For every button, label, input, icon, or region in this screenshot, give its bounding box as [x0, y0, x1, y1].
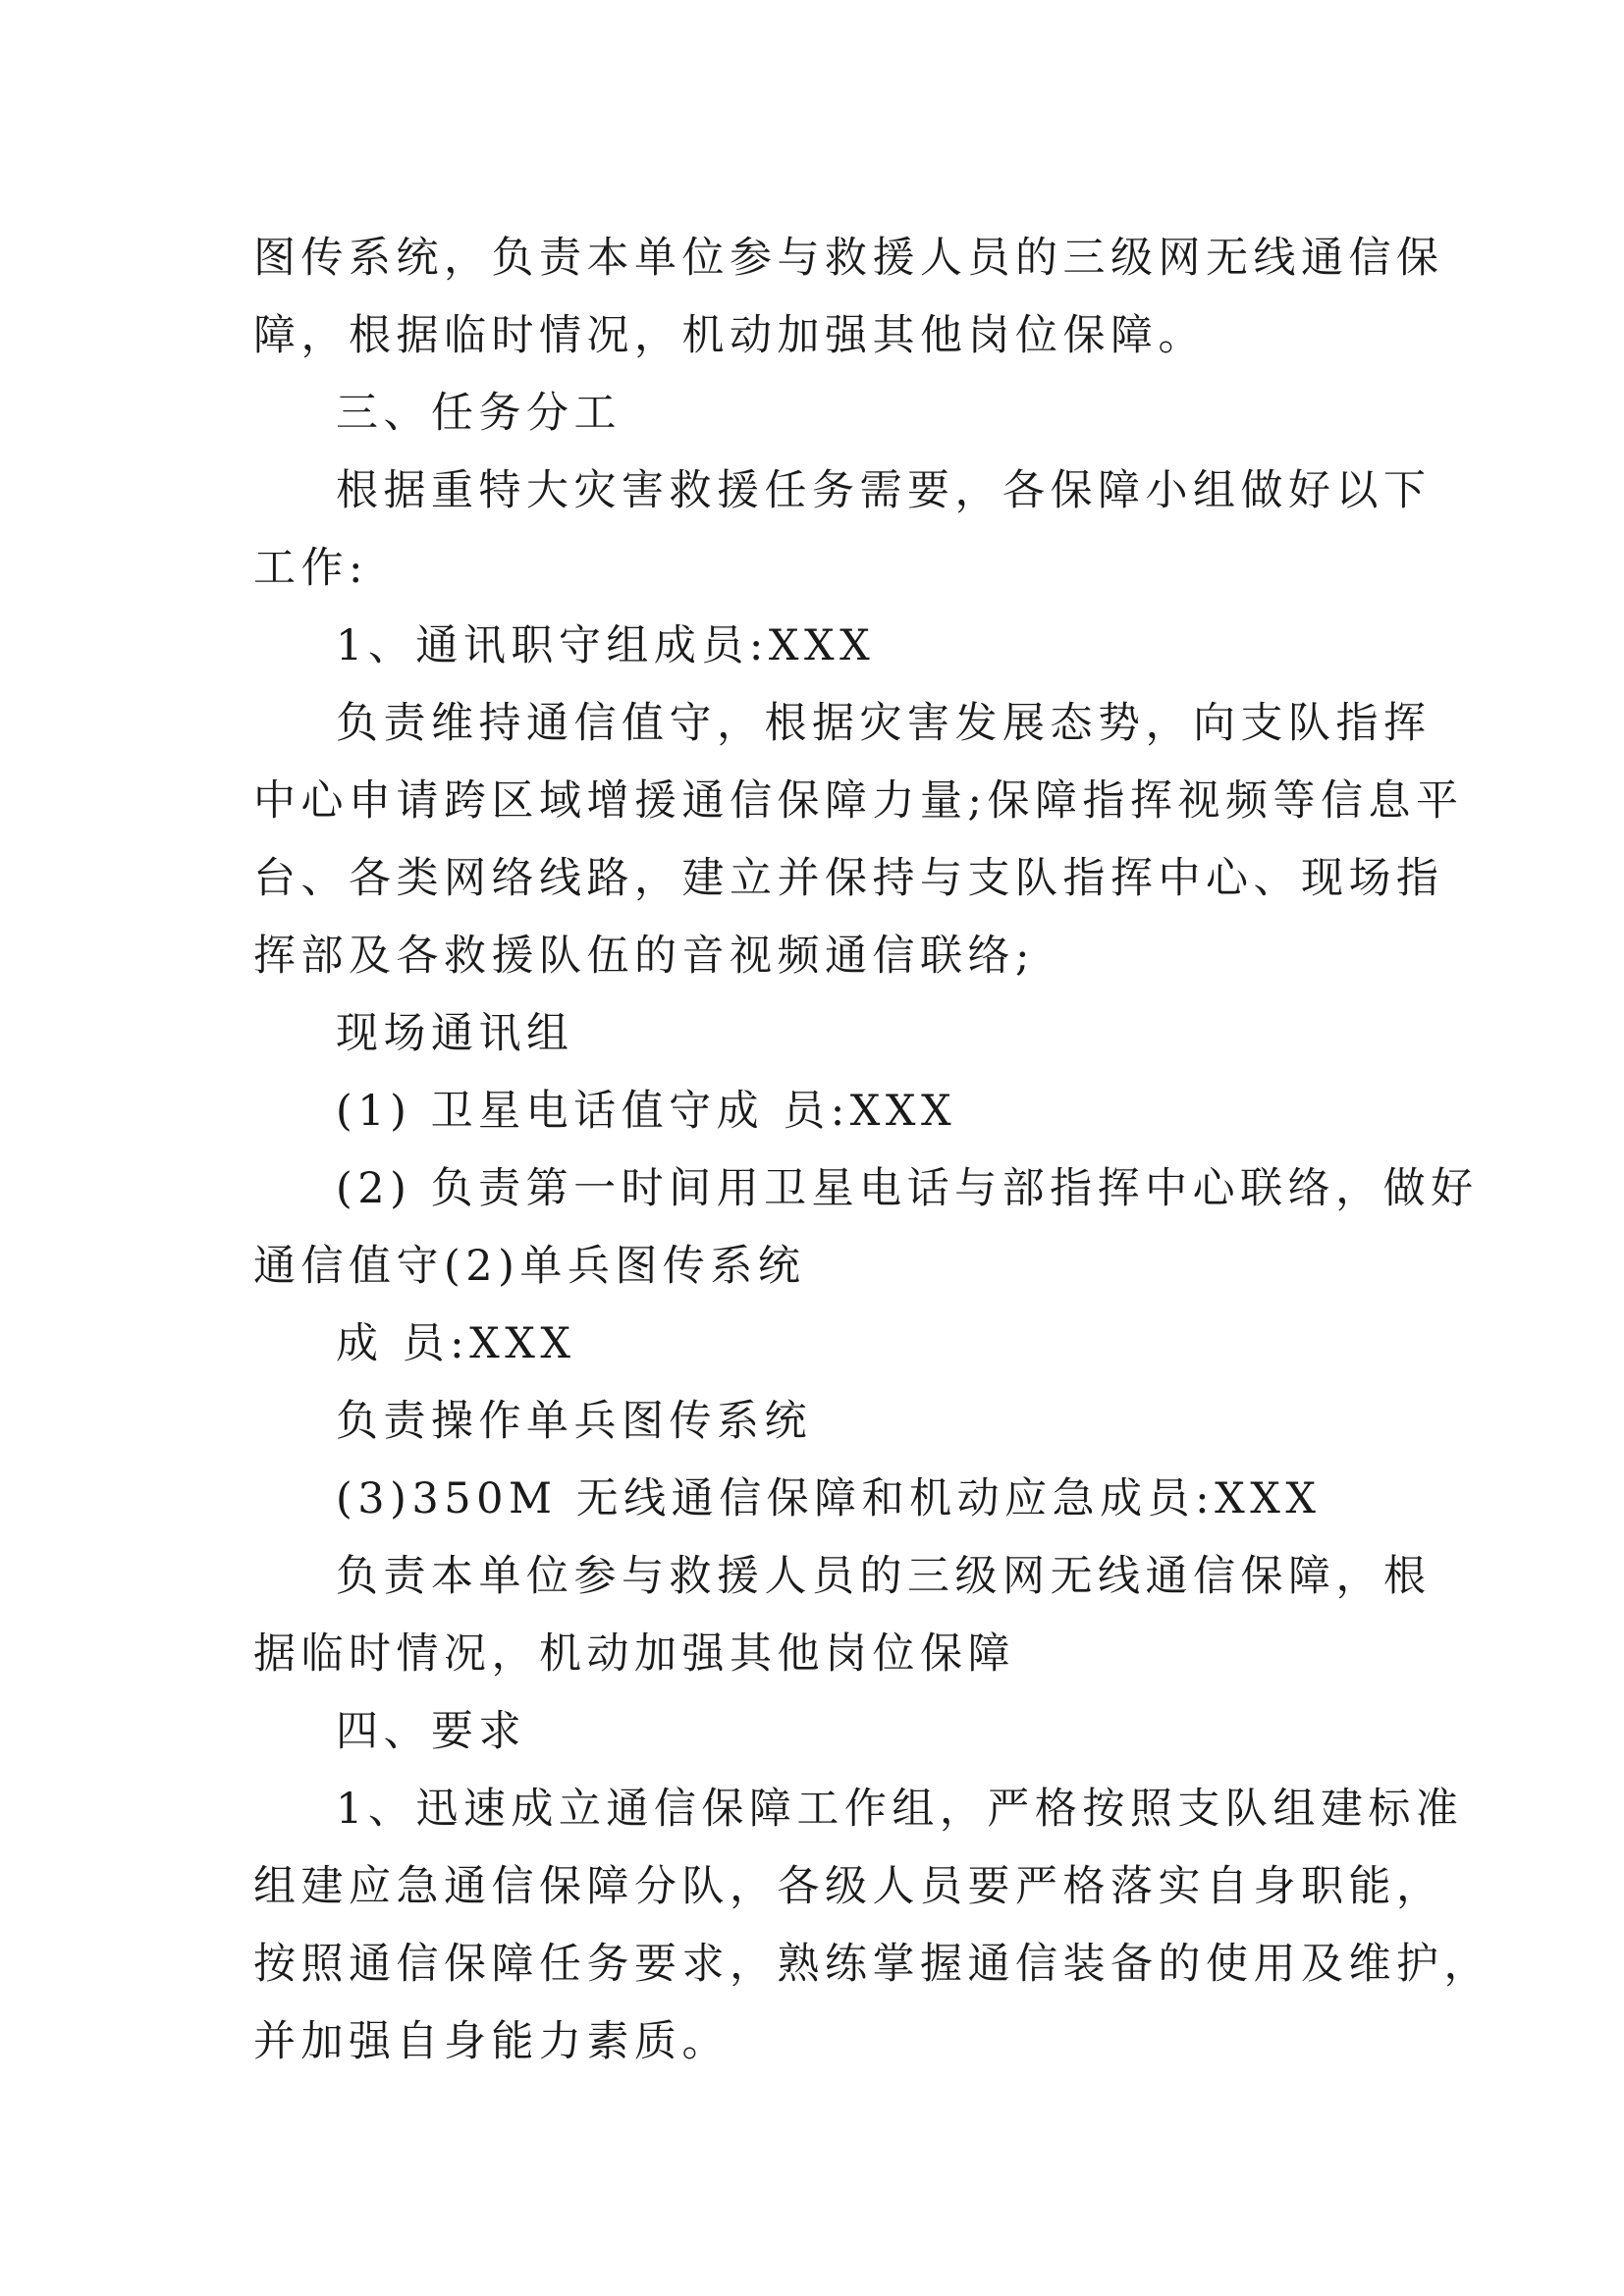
text-line: 负责操作单兵图传系统	[336, 1397, 812, 1446]
text-line: 根据重特大灾害救援任务需要，各保障小组做好以下	[336, 466, 1432, 515]
text-line: 台、各类网络线路，建立并保持与支队指挥中心、现场指	[253, 854, 1444, 903]
text-line: 负责本单位参与救援人员的三级网无线通信保障，根	[336, 1552, 1432, 1601]
text-line: 成 员:XXX	[336, 1319, 576, 1368]
text-line: 据临时情况，机动加强其他岗位保障	[253, 1629, 1015, 1679]
text-line: 按照通信保障任务要求，熟练掌握通信装备的使用及维护，	[253, 1940, 1491, 1989]
text-line: 组建应急通信保障分队，各级人员要严格落实自身职能，	[253, 1862, 1444, 1911]
text-line: 现场通讯组	[336, 1009, 574, 1058]
text-line: (2) 负责第一时间用卫星电话与部指挥中心联络，做好	[336, 1164, 1479, 1213]
text-line: 图传系统，负责本单位参与救援人员的三级网无线通信保	[253, 234, 1444, 283]
text-line: 障，根据临时情况，机动加强其他岗位保障。	[253, 311, 1206, 360]
text-line: 挥部及各救援队伍的音视频通信联络;	[253, 932, 1035, 981]
text-line: 1、迅速成立通信保障工作组，严格按照支队组建标准	[336, 1785, 1464, 1834]
text-line: 负责维持通信值守，根据灾害发展态势，向支队指挥	[336, 699, 1432, 748]
section-heading: 三、任务分工	[336, 389, 622, 438]
text-line: 工作:	[253, 544, 368, 593]
text-line: 通信值守(2)单兵图传系统	[253, 1242, 806, 1291]
text-line: 1、通讯职守组成员:XXX	[336, 621, 876, 670]
text-line: 并加强自身能力素质。	[253, 2017, 730, 2066]
text-line: (1) 卫星电话值守成 员:XXX	[336, 1087, 957, 1136]
text-line: (3)350M 无线通信保障和机动应急成员:XXX	[336, 1474, 1322, 1523]
text-line: 中心申请跨区域增援通信保障力量;保障指挥视频等信息平	[253, 776, 1464, 826]
section-heading: 四、要求	[336, 1707, 526, 1756]
